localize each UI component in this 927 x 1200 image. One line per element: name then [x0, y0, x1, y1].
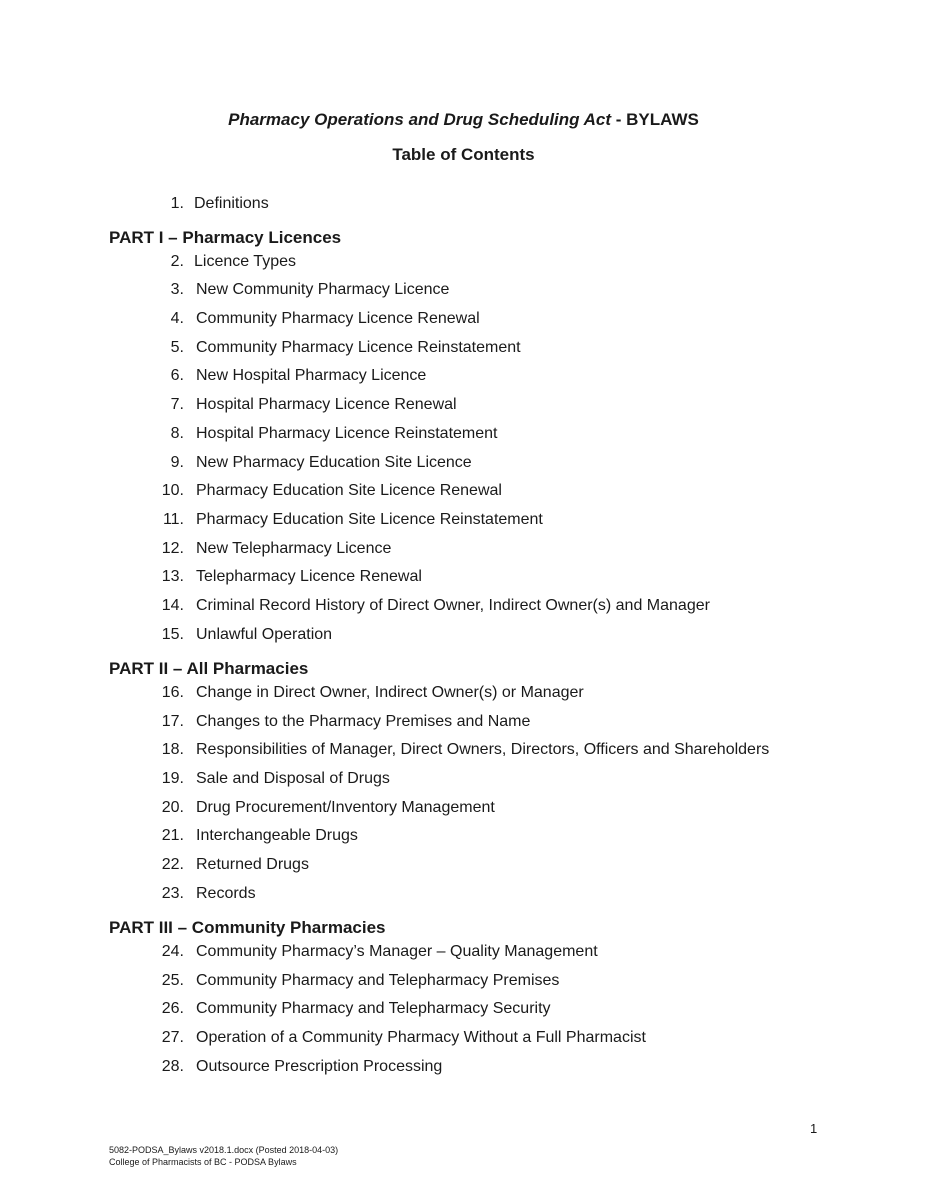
toc-entry-number: 16.	[161, 684, 184, 701]
toc-entry-number: 7.	[170, 396, 184, 413]
toc-entry-number: 28.	[161, 1058, 184, 1075]
toc-entry-number: 2.	[170, 253, 184, 270]
toc-entry-number: 11.	[162, 511, 184, 528]
toc-entry-label: Pharmacy Education Site Licence Renewal	[196, 482, 502, 499]
toc-entry-label: Licence Types	[194, 253, 296, 270]
part-heading: PART III – Community Pharmacies	[109, 918, 386, 937]
title-suffix: - BYLAWS	[611, 110, 699, 129]
toc-entry-label: Sale and Disposal of Drugs	[196, 770, 390, 787]
toc-entry-number: 25.	[161, 972, 184, 989]
toc-entry-number: 19.	[161, 770, 184, 787]
toc-entry-number: 14.	[161, 597, 184, 614]
footer-filename: 5082-PODSA_Bylaws v2018.1.docx (Posted 2018-04-03)	[109, 1145, 339, 1155]
toc-entry-label: Hospital Pharmacy Licence Renewal	[196, 396, 457, 413]
page-number: 1	[810, 1121, 818, 1136]
toc-entry-label: Community Pharmacy Licence Renewal	[196, 310, 480, 327]
footer-college: College of Pharmacists of BC - PODSA Bylaws	[109, 1157, 297, 1167]
toc-entry-label: Returned Drugs	[196, 856, 309, 873]
toc-entry-number: 22.	[161, 856, 184, 873]
toc-entry-label: Community Pharmacy and Telepharmacy Security	[196, 1000, 551, 1017]
toc-entry-label: Telepharmacy Licence Renewal	[196, 568, 422, 585]
toc-entry-number: 20.	[161, 799, 184, 816]
toc-entry-number: 13.	[161, 568, 184, 585]
document-title	[0, 110, 927, 130]
toc-entry-label: Pharmacy Education Site Licence Reinstatement	[196, 511, 543, 528]
toc-entry-number: 3.	[170, 281, 184, 298]
toc-entry-number: 24.	[161, 943, 184, 960]
part-heading: PART II – All Pharmacies	[109, 659, 309, 678]
toc-entry-label: New Telepharmacy Licence	[196, 540, 392, 557]
toc-entry-label: Criminal Record History of Direct Owner, Indirect Owner(s) and Manager	[196, 597, 710, 614]
toc-entry-number: 9.	[170, 454, 184, 471]
toc-entry-label: New Pharmacy Education Site Licence	[196, 454, 472, 471]
toc-entry-number: 6.	[170, 367, 184, 384]
toc-entry-label: Community Pharmacy Licence Reinstatement	[196, 339, 521, 356]
toc-entry-number: 27.	[161, 1029, 184, 1046]
toc-entry-number: 12.	[161, 540, 184, 557]
toc-entry-label: Hospital Pharmacy Licence Reinstatement	[196, 425, 498, 442]
toc-entry-label: Records	[196, 885, 256, 902]
toc-entry-label: Interchangeable Drugs	[196, 827, 358, 844]
part-heading: PART I – Pharmacy Licences	[109, 228, 342, 247]
toc-entry-label: New Community Pharmacy Licence	[196, 281, 450, 298]
toc-entry-number: 21.	[161, 827, 184, 844]
toc-entry-label: Definitions	[194, 195, 269, 212]
toc-entry-label: Drug Procurement/Inventory Management	[196, 799, 495, 816]
toc-entry-label: Unlawful Operation	[196, 626, 333, 643]
toc-entry-number: 5.	[170, 339, 184, 356]
toc-entry-label: Changes to the Pharmacy Premises and Name	[196, 713, 531, 730]
toc-entry-number: 1.	[170, 195, 184, 212]
toc-entry-number: 23.	[161, 885, 184, 902]
toc-entry-label: Community Pharmacy and Telepharmacy Premises	[196, 972, 560, 989]
toc-entry-label: Change in Direct Owner, Indirect Owner(s) or Manager	[196, 684, 584, 701]
title-act-name: Pharmacy Operations and Drug Scheduling Act	[228, 110, 612, 129]
toc-entry-label: Responsibilities of Manager, Direct Owners, Directors, Officers and Shareholders	[196, 741, 770, 758]
toc-entry-label: New Hospital Pharmacy Licence	[196, 367, 427, 384]
toc-entry-number: 4.	[170, 310, 184, 327]
toc-entry-number: 18.	[161, 741, 184, 758]
toc-entry-number: 26.	[161, 1000, 184, 1017]
toc-entry-label: Outsource Prescription Processing	[196, 1058, 443, 1075]
toc-entry-label: Community Pharmacy’s Manager – Quality Management	[196, 943, 598, 960]
toc-entry-number: 17.	[161, 713, 184, 730]
toc-entry-number: 8.	[170, 425, 184, 442]
toc-entry-label: Operation of a Community Pharmacy Without a Full Pharmacist	[196, 1029, 646, 1046]
toc-heading: Table of Contents	[392, 145, 535, 164]
toc-entry-number: 10.	[161, 482, 184, 499]
toc-entry-number: 15.	[161, 626, 184, 643]
